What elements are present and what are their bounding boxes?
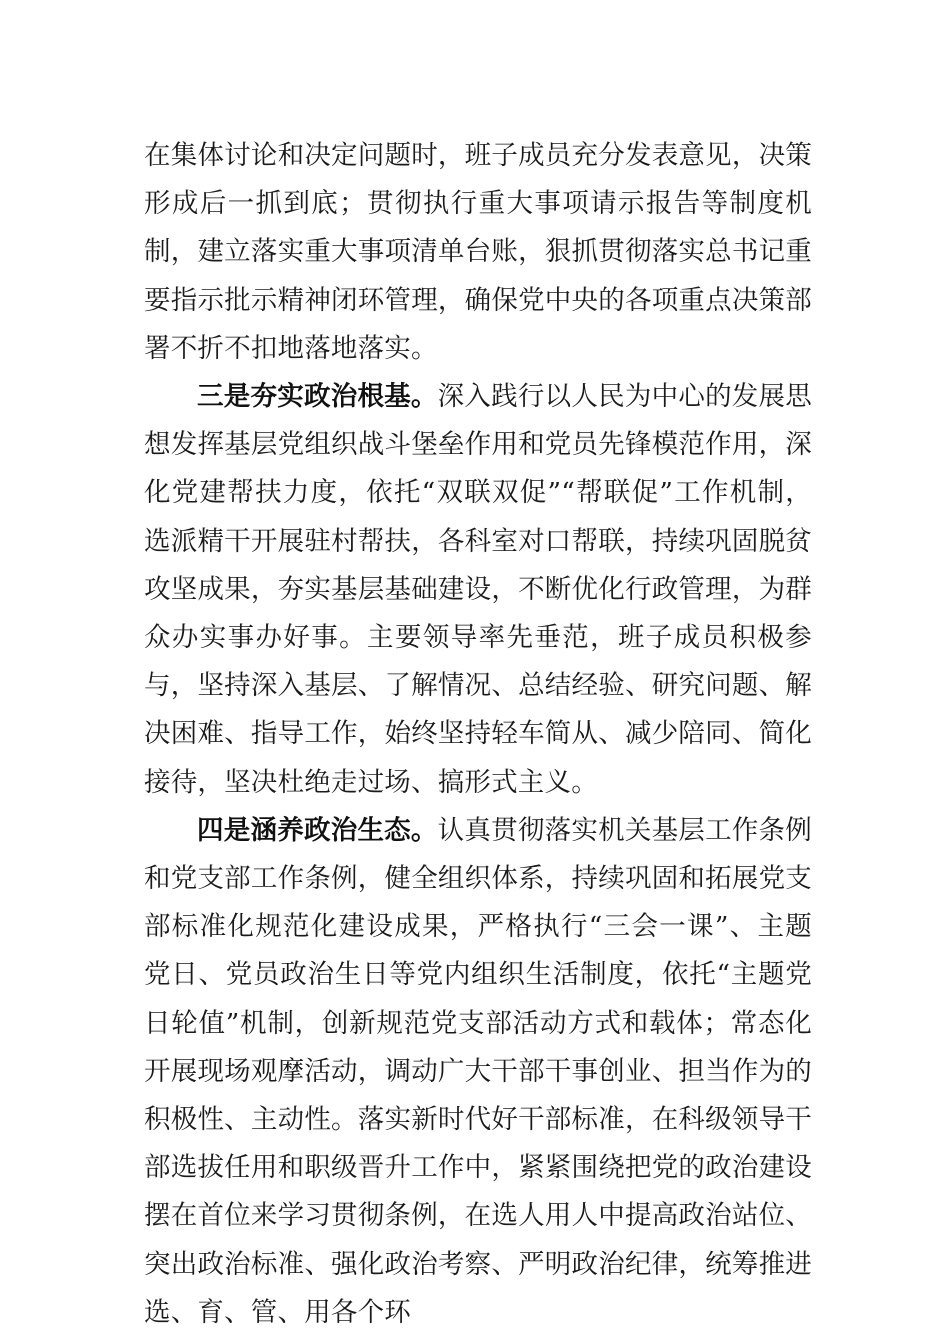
paragraph-heading: 三是夯实政治根基。 (197, 381, 438, 413)
paragraph-text: 在集体讨论和决定问题时，班子成员充分发表意见，决策形成后一抓到底；贯彻执行重大事项请示报告等制度机制，建立落实重大事项清单台账，狠抓贯彻落实总书记重要指示批示精神闭环管理，确保党中央的各项重点决策部署不折不扣地落地落实。 (144, 140, 812, 364)
document-body (144, 132, 812, 1337)
paragraph-continuation (144, 132, 812, 373)
paragraph-text: 深入践行以人民为中心的发展思想发挥基层党组织战斗堡垒作用和党员先锋模范作用，深化党建帮扶力度，依托“双联双促”“帮联促”工作机制，选派精干开展驻村帮扶，各科室对口帮联，持续巩固脱贫攻坚成果，夯实基层基础建设，不断优化行政管理，为群众办实事办好事。主要领导率先垂范，班子成员积极参与，坚持深入基层、了解情况、总结经验、研究问题、解决困难、指导工作，始终坚持轻车简从、减少陪同、简化接待，坚决杜绝走过场、搞形式主义。 (144, 381, 812, 798)
paragraph-heading: 四是涵养政治生态。 (197, 814, 438, 846)
paragraph-political-foundation (144, 373, 812, 807)
paragraph-text: 认真贯彻落实机关基层工作条例和党支部工作条例，健全组织体系，持续巩固和拓展党支部标准化规范化建设成果，严格执行“三会一课”、主题党日、党员政治生日等党内组织生活制度，依托“主题党日轮值”机制，创新规范党支部活动方式和载体；常态化开展现场观摩活动，调动广大干部干事创业、担当作为的积极性、主动性。落实新时代好干部标准，在科级领导干部选拔任用和职级晋升工作中，紧紧围绕把党的政治建设摆在首位来学习贯彻条例，在选人用人中提高政治站位、突出政治标准、强化政治考察、严明政治纪律，统筹推进选、育、管、用各个环 (144, 814, 812, 1328)
paragraph-political-ecology (144, 807, 812, 1337)
